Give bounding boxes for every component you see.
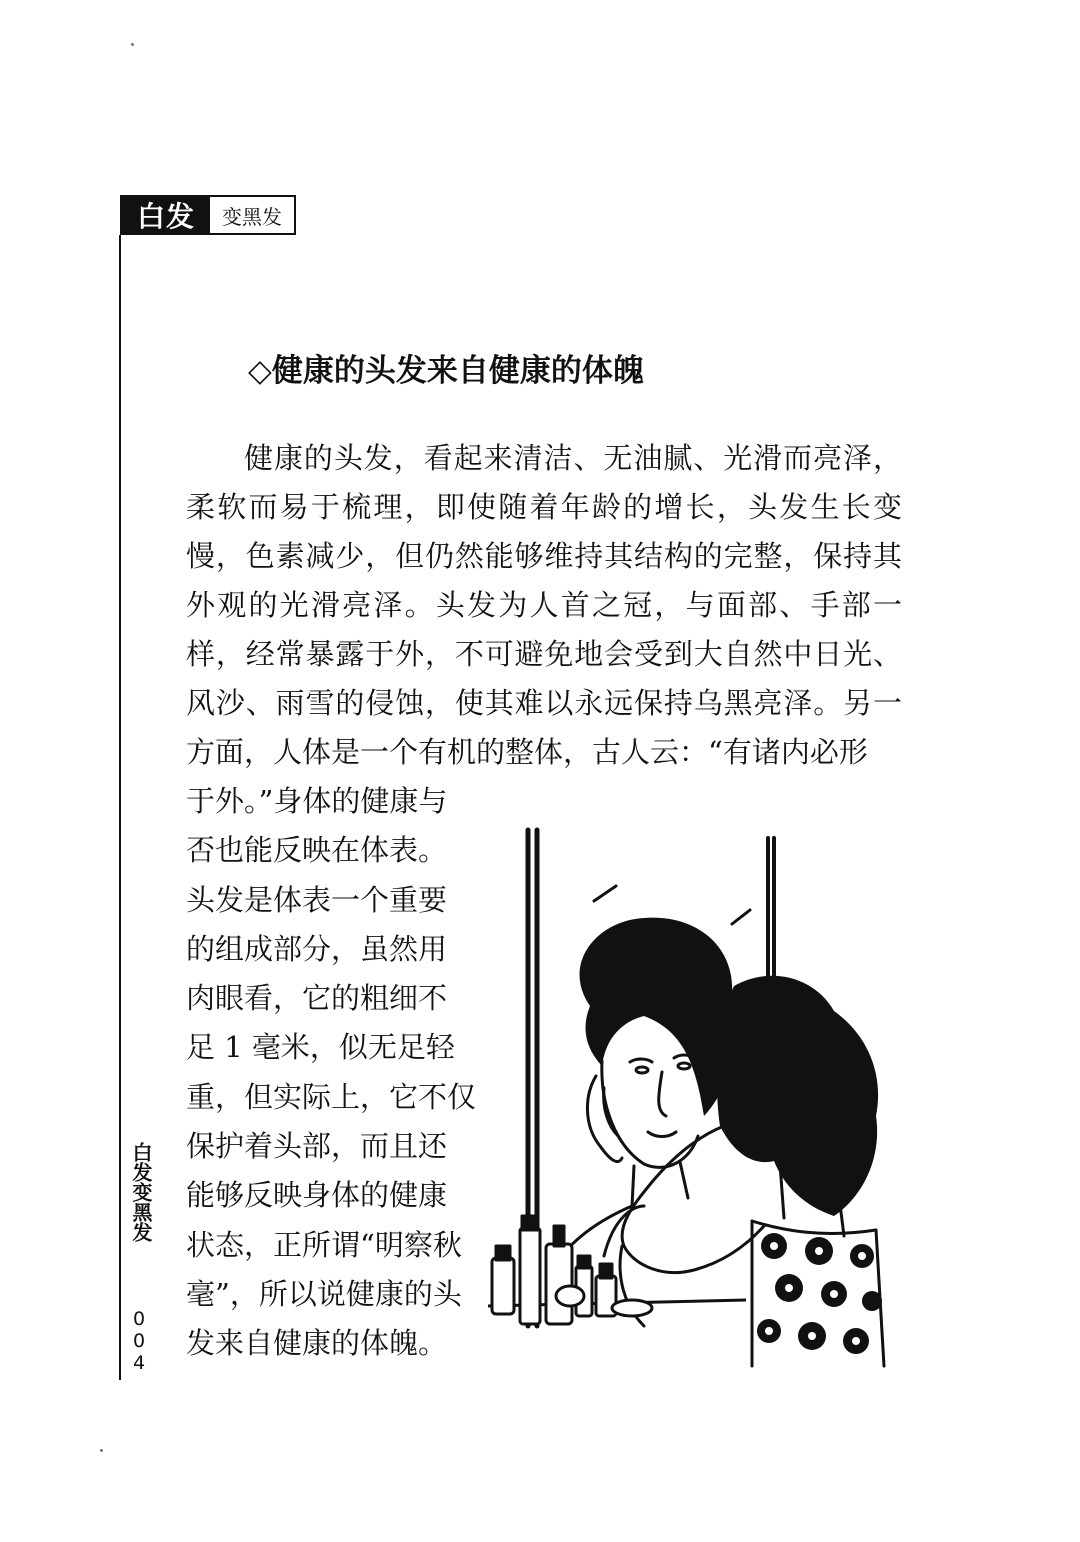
article-paragraph-top: 健康的头发，看起来清洁、无油腻、光滑而亮泽，柔软而易于梳理，即使随着年龄的增长，头发生长变慢，色素减少，但仍然能够维持其结构的完整，保持其外观的光滑亮泽。头发为人首之冠，与面部、手部一样，经常暴露于外，不可避免地会受到大自然中日光、风沙、雨雪的侵蚀，使其难以永远保持乌黑亮泽。另一方面，人体是一个有机的整体，古人云：“有诸内必形 xyxy=(186,441,902,769)
text-line: 头发是体表一个重要 xyxy=(186,882,448,917)
margin-rule xyxy=(119,235,121,1380)
text-line: 于外。”身体的健康与 xyxy=(186,784,448,818)
side-book-title: 白发变黑发 xyxy=(129,1142,153,1242)
header-tab-primary: 白发 xyxy=(122,197,210,233)
text-line: 的组成部分，虽然用 xyxy=(186,931,448,966)
text-line: 能够反映身体的健康 xyxy=(186,1178,448,1213)
text-line: 否也能反映在体表。 xyxy=(186,833,448,868)
page-number: 004 xyxy=(128,1308,150,1374)
text-line: 足 1 毫米，似无足轻 xyxy=(186,1030,455,1065)
header-tab-secondary: 变黑发 xyxy=(222,204,282,229)
scan-speck xyxy=(131,43,134,46)
section-header-tab xyxy=(120,195,296,235)
woman-at-mirror-illustration xyxy=(484,826,894,1376)
text-line: 状态，正所谓“明察秋 xyxy=(186,1227,462,1262)
text-line: 肉眼看，它的粗细不 xyxy=(186,981,448,1016)
scan-speck xyxy=(100,1449,103,1452)
article-heading: ◇健康的头发来自健康的体魄 xyxy=(248,353,644,389)
text-line: 毫”，所以说健康的头 xyxy=(186,1276,462,1311)
text-line: 发来自健康的体魄。 xyxy=(186,1326,448,1361)
text-line: 保护着头部，而且还 xyxy=(186,1129,448,1164)
article-paragraph-narrow xyxy=(186,777,486,1369)
text-line: 重，但实际上，它不仅 xyxy=(186,1079,477,1114)
